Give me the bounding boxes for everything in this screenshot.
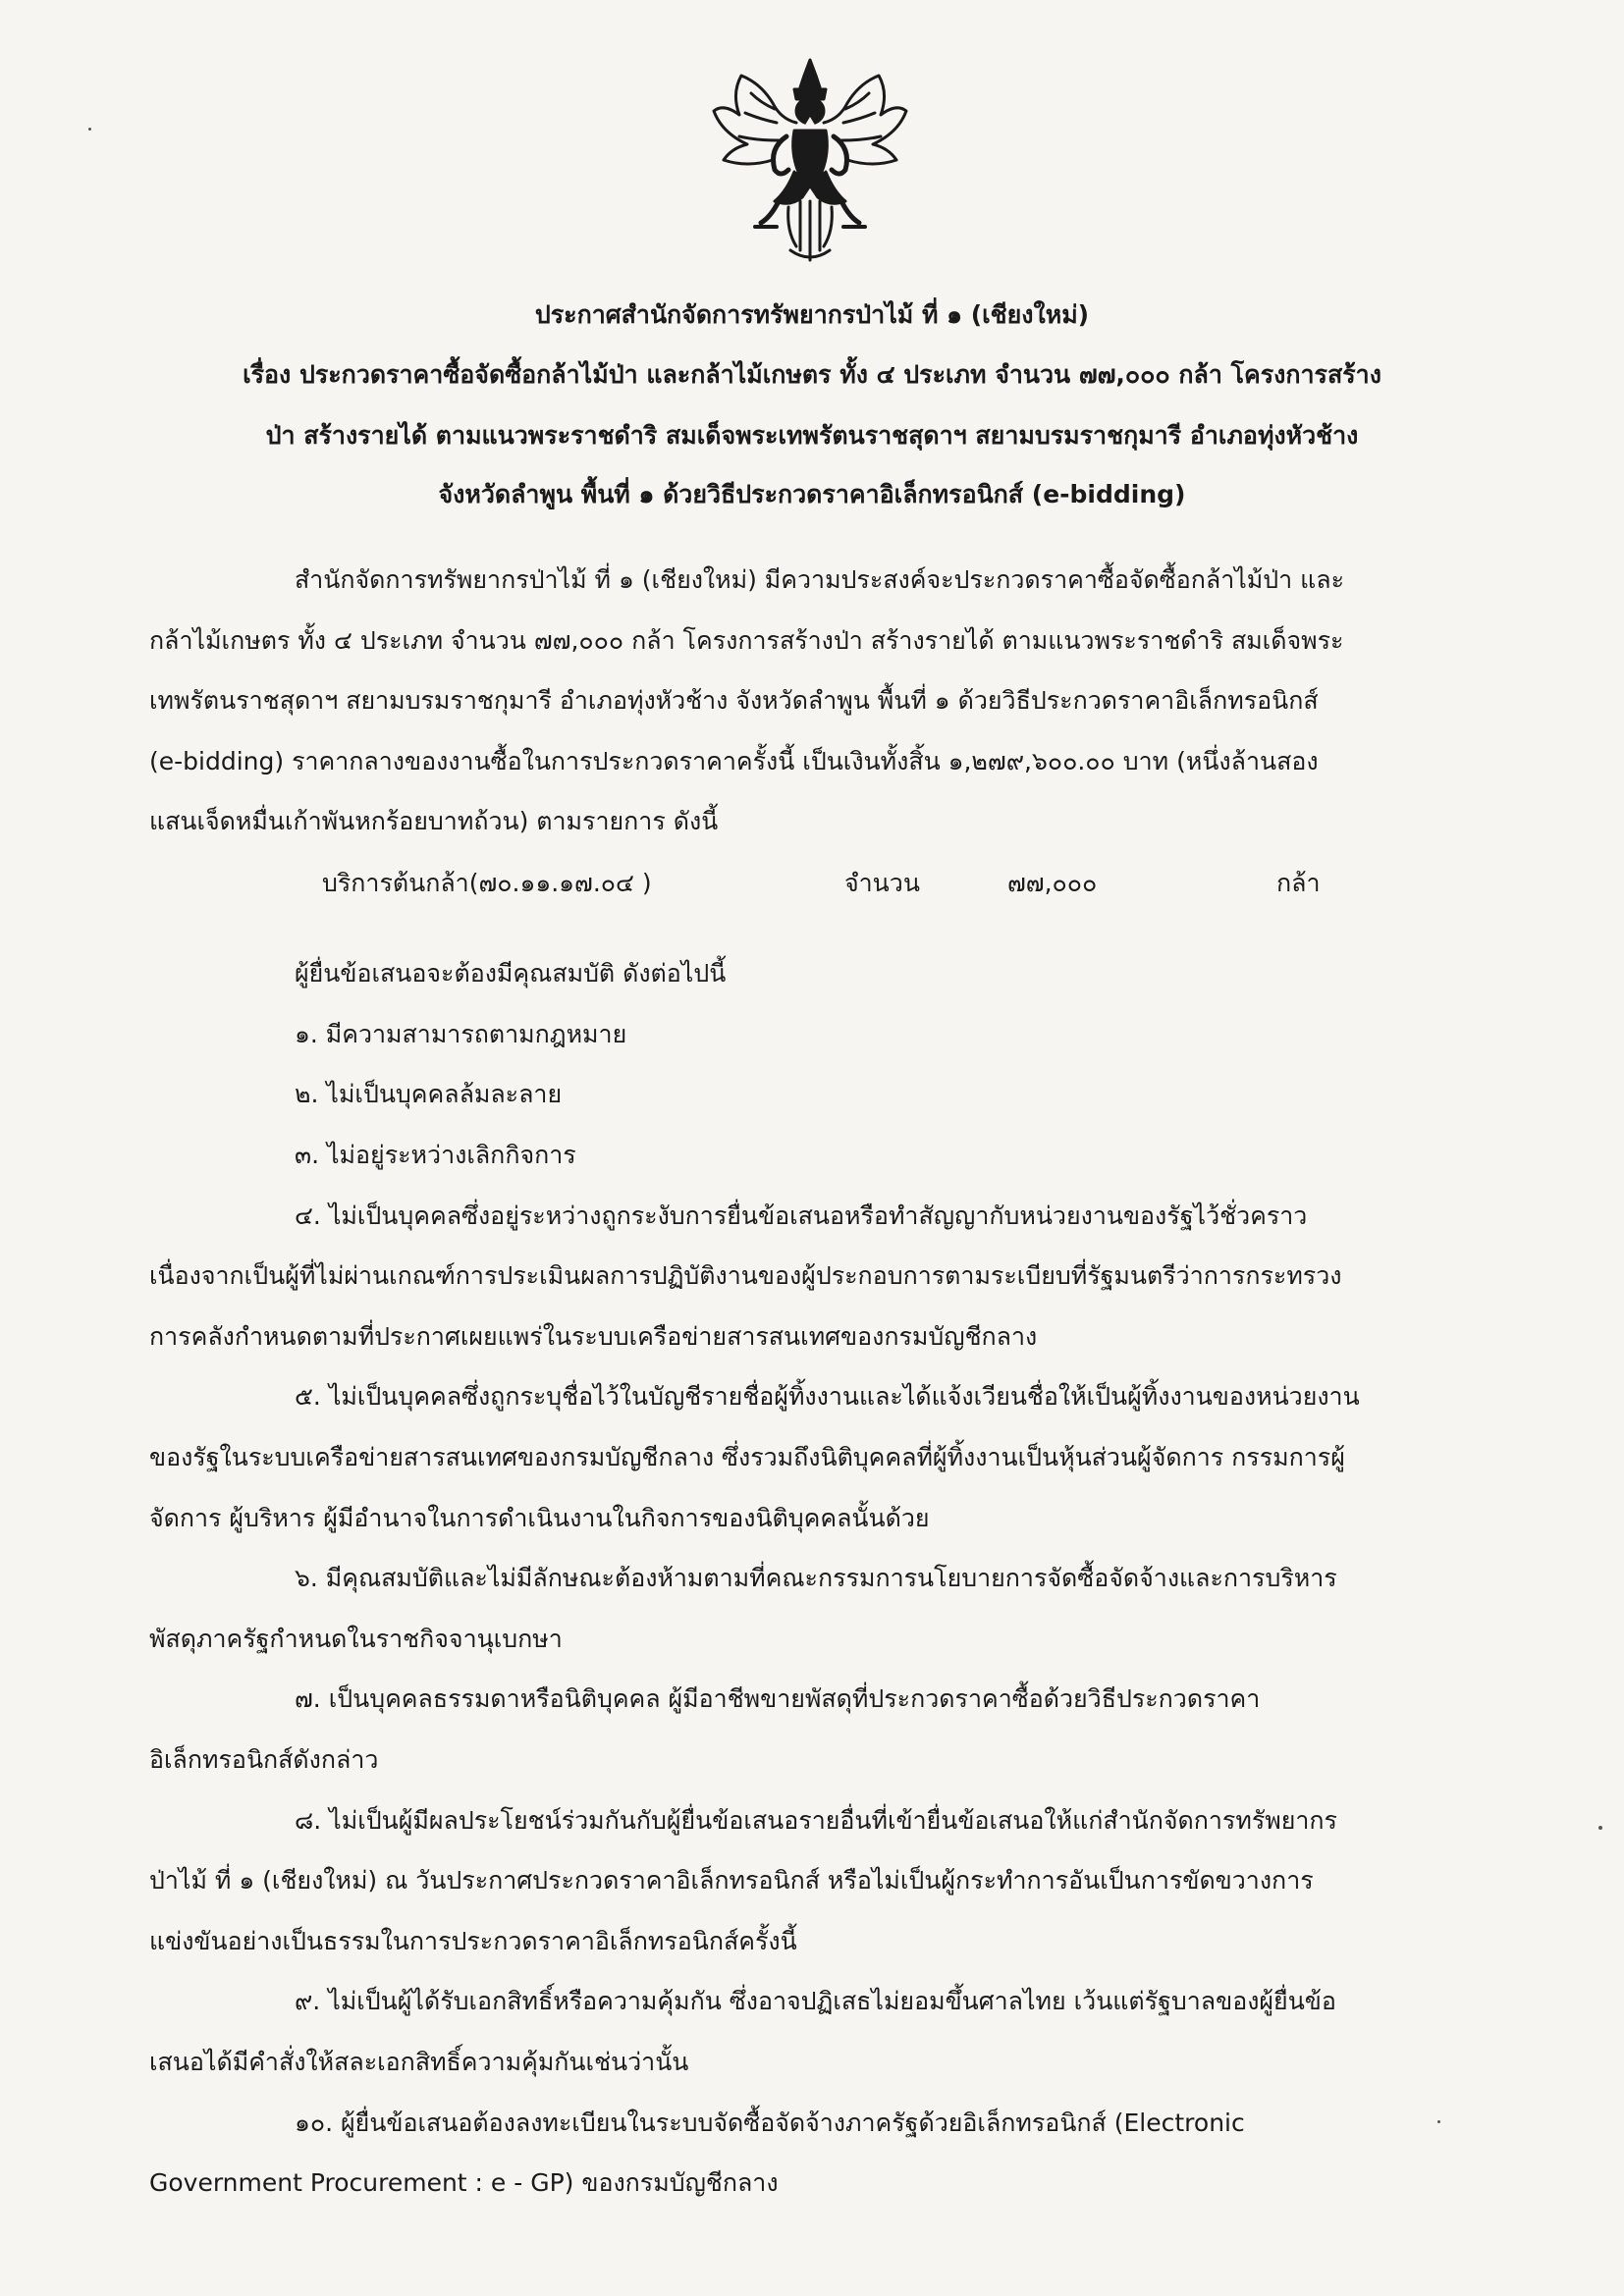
intro-text-line: กล้าไม้เกษตร ทั้ง ๔ ประเภท จำนวน ๗๗,๐๐๐ กล้า โครงการสร้างป่า สร้างรายได้ ตามแนวพระราชดำริ สมเด็จพระ <box>149 626 1344 655</box>
qualification-item: แข่งขันอย่างเป็นธรรมในการประกวดราคาอิเล็กทรอนิกส์ครั้งนี้ <box>149 1927 797 1955</box>
service-quantity-unit: กล้า <box>1276 869 1321 897</box>
qualification-item: ๕. ไม่เป็นบุคคลซึ่งถูกระบุชื่อไว้ในบัญชีรายชื่อผู้ทิ้งงานและได้แจ้งเวียนชื่อให้เป็นผู้ทิ้งงานของหน่วยงาน <box>295 1382 1360 1411</box>
qualification-item: Government Procurement : e - GP) ของกรมบัญชีกลาง <box>149 2168 779 2197</box>
qualification-item: ๒. ไม่เป็นบุคคลล้มละลาย <box>295 1080 563 1108</box>
service-quantity-value: ๗๗,๐๐๐ <box>1007 869 1098 897</box>
intro-text-line: เทพรัตนราชสุดาฯ สยามบรมราชกุมารี อำเภอทุ่งหัวช้าง จังหวัดลำพูน พื้นที่ ๑ ด้วยวิธีประกวดราคาอิเล็กทรอนิกส์ <box>149 686 1319 715</box>
announcement-title: ประกาศสำนักจัดการทรัพยากรป่าไม้ ที่ ๑ (เชียงใหม่) <box>534 300 1090 329</box>
qualification-item: พัสดุภาครัฐกำหนดในราชกิจจานุเบกษา <box>149 1625 563 1653</box>
qualification-item: จัดการ ผู้บริหาร ผู้มีอำนาจในการดำเนินงานในกิจการของนิติบุคคลนั้นด้วย <box>149 1504 930 1532</box>
qualification-item: ของรัฐในระบบเครือข่ายสารสนเทศของกรมบัญชีกลาง ซึ่งรวมถึงนิติบุคคลที่ผู้ทิ้งงานเป็นหุ้นส่วนผู้จัดการ กรรมการผู้ <box>149 1443 1345 1471</box>
qualification-item: การคลังกำหนดตามที่ประกาศเผยแพร่ในระบบเครือข่ายสารสนเทศของกรมบัญชีกลาง <box>149 1322 1038 1351</box>
announcement-subject-line: ป่า สร้างรายได้ ตามแนวพระราชดำริ สมเด็จพระเทพรัตนราชสุดาฯ สยามบรมราชกุมารี อำเภอทุ่งหัวช้าง <box>265 421 1359 450</box>
qualification-item: ๙. ไม่เป็นผู้ได้รับเอกสิทธิ์หรือความคุ้มกัน ซึ่งอาจปฏิเสธไม่ยอมขึ้นศาลไทย เว้นแต่รัฐบาลของผู้ยื่นข้อ <box>295 1987 1336 2015</box>
scan-speck <box>1598 1826 1602 1830</box>
intro-text-line: (e-bidding) ราคากลางของงานซื้อในการประกวดราคาครั้งนี้ เป็นเงินทั้งสิ้น ๑,๒๗๙,๖๐๐.๐๐ บาท (หนึ่งล้านสอง <box>149 747 1319 775</box>
qualifications-heading: ผู้ยื่นข้อเสนอจะต้องมีคุณสมบัติ ดังต่อไปนี้ <box>295 959 727 988</box>
qualification-item: อิเล็กทรอนิกส์ดังกล่าว <box>149 1745 379 1774</box>
intro-text-line: แสนเจ็ดหมื่นเก้าพันหกร้อยบาทถ้วน) ตามรายการ ดังนี้ <box>149 807 719 835</box>
service-quantity-label: จำนวน <box>844 869 920 897</box>
scan-speck <box>1437 2120 1440 2123</box>
qualification-item: ๘. ไม่เป็นผู้มีผลประโยชน์ร่วมกันกับผู้ยื่นข้อเสนอรายอื่นที่เข้ายื่นข้อเสนอให้แก่สำนักจัดการทรัพยากร <box>295 1806 1337 1835</box>
qualification-item: เสนอได้มีคำสั่งให้สละเอกสิทธิ์ความคุ้มกันเช่นว่านั้น <box>149 2048 689 2076</box>
announcement-subject-line: จังหวัดลำพูน พื้นที่ ๑ ด้วยวิธีประกวดราคาอิเล็กทรอนิกส์ (e-bidding) <box>438 480 1186 508</box>
scan-speck <box>88 128 91 131</box>
announcement-subject-line: เรื่อง ประกวดราคาซื้อจัดซื้อกล้าไม้ป่า และกล้าไม้เกษตร ทั้ง ๔ ประเภท จำนวน ๗๗,๐๐๐ กล้า โครงการสร้าง <box>243 360 1381 389</box>
service-item-label: บริการต้นกล้า(๗๐.๑๑.๑๗.๐๔ ) <box>322 869 652 897</box>
qualification-item: ๑. มีความสามารถตามกฎหมาย <box>295 1020 627 1048</box>
qualification-item: ป่าไม้ ที่ ๑ (เชียงใหม่) ณ วันประกาศประกวดราคาอิเล็กทรอนิกส์ หรือไม่เป็นผู้กระทำการอันเป็นการขัดขวางการ <box>149 1866 1314 1895</box>
garuda-emblem-icon <box>692 54 928 270</box>
qualification-item: เนื่องจากเป็นผู้ที่ไม่ผ่านเกณฑ์การประเมินผลการปฏิบัติงานของผู้ประกอบการตามระเบียบที่รัฐมนตรีว่าการกระทรวง <box>149 1261 1342 1290</box>
intro-text-line: สำนักจัดการทรัพยากรป่าไม้ ที่ ๑ (เชียงใหม่) มีความประสงค์จะประกวดราคาซื้อจัดซื้อกล้าไม้ป่า และ <box>295 565 1345 594</box>
qualification-item: ๔. ไม่เป็นบุคคลซึ่งอยู่ระหว่างถูกระงับการยื่นข้อเสนอหรือทำสัญญากับหน่วยงานของรัฐไว้ชั่วคราว <box>295 1201 1308 1230</box>
qualification-item: ๑๐. ผู้ยื่นข้อเสนอต้องลงทะเบียนในระบบจัดซื้อจัดจ้างภาครัฐด้วยอิเล็กทรอนิกส์ (Electronic <box>295 2109 1245 2137</box>
qualification-item: ๗. เป็นบุคคลธรรมดาหรือนิติบุคคล ผู้มีอาชีพขายพัสดุที่ประกวดราคาซื้อด้วยวิธีประกวดราคา <box>295 1684 1261 1713</box>
qualification-item: ๖. มีคุณสมบัติและไม่มีลักษณะต้องห้ามตามที่คณะกรรมการนโยบายการจัดซื้อจัดจ้างและการบริหาร <box>295 1564 1337 1592</box>
qualification-item: ๓. ไม่อยู่ระหว่างเลิกกิจการ <box>295 1141 576 1169</box>
